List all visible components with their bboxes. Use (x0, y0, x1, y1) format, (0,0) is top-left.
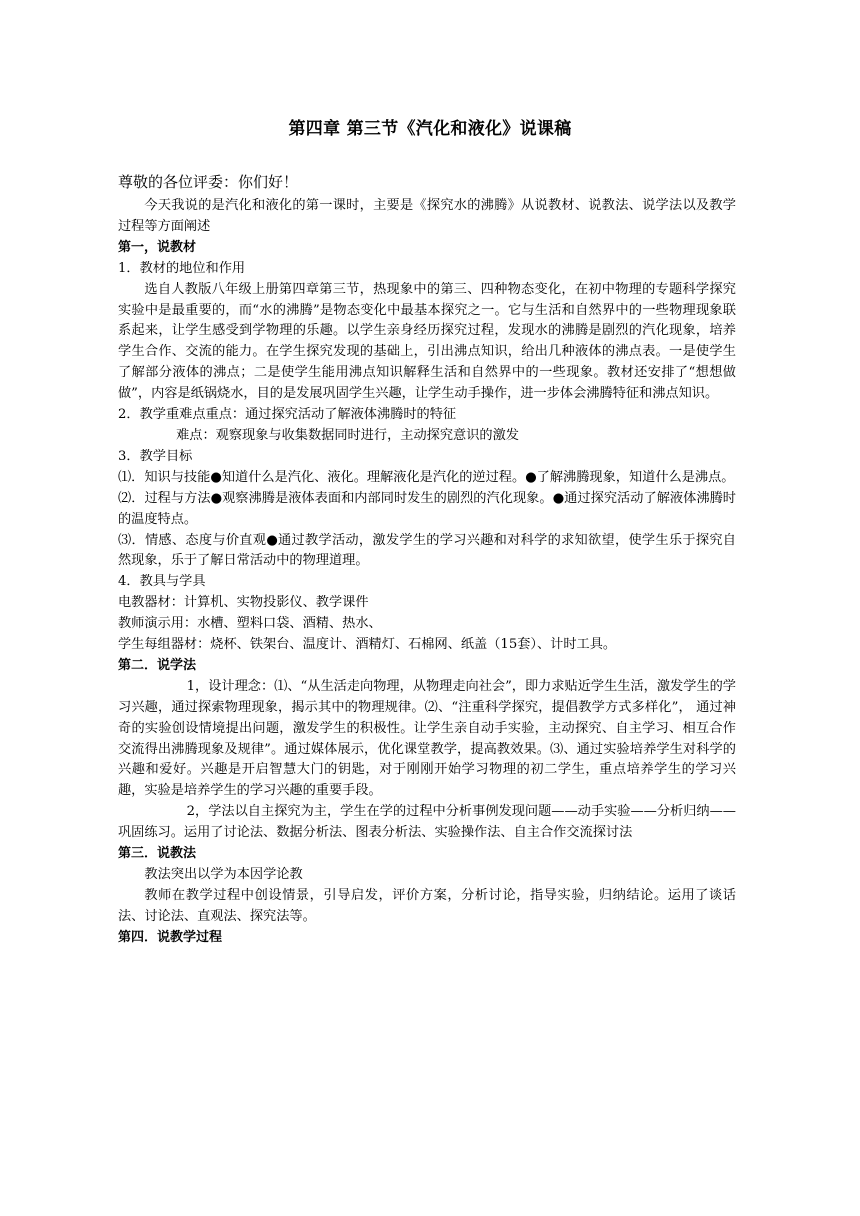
tools-student: 学生每组器材：烧杯、铁架台、温度计、酒精灯、石棉网、纸盖（15套）、计时工具。 (118, 637, 617, 653)
paragraph-position: 选自人教版八年级上册第四章第三节，热现象中的第三、四种物态变化，在初中物理的专题科学探究实验中是最重要的，而“水的沸腾”是物态变化中最基本探究之一。它与生活和自然界中的一些物理现象联系起来，让学生感受到学物理的乐趣。以学生亲身经历探究过程，发现水的沸腾是剧烈的汽化现象，培养学生合作、交流的能力。在学生探究发现的基础上，引出沸点知识，给出几种液体的沸点表。一是使学生了解部分液体的沸点；二是使学生能用沸点知识解释生活和自然界中的一些现象。教材还安排了“想想做做”，内容是纸锅烧水，目的是发展巩固学生兴趣，让学生动手操作，进一步体会沸腾特征和沸点知识。 (118, 281, 736, 402)
goal-knowledge: ⑴．知识与技能●知道什么是汽化、液化。理解液化是汽化的逆过程。●了解沸腾现象，知道什么是沸点。 (118, 469, 735, 485)
page-title: 第四章 第三节《汽化和液化》说课稿 (288, 119, 572, 139)
section-heading-teaching-method: 第三．说教法 (118, 846, 197, 862)
difficulty-line: 难点：观察现象与收集数据同时进行，主动探究意识的激发 (176, 427, 519, 443)
paragraph-teaching-method: 教师在教学过程中创设情景，引导启发，评价方案，分析讨论，指导实验，归纳结论。运用了谈话法、讨论法、直观法、探究法等。 (118, 887, 736, 924)
subsection-title-goals: 3．教学目标 (118, 448, 193, 464)
section-heading-textbook: 第一，说教材 (118, 239, 197, 255)
goal-attitude: ⑶．情感、态度与价直观●通过教学活动，激发学生的学习兴趣和对科学的求知欲望，使学生乐于探究自然现象，乐于了解日常活动中的物理道理。 (118, 532, 736, 569)
subsection-title-tools: 4．教具与学具 (118, 574, 206, 590)
document-body (118, 170, 736, 949)
section-heading-learning-method: 第二．说学法 (118, 657, 197, 673)
paragraph-teaching-principle: 教法突出以学为本因学论教 (144, 867, 303, 882)
tools-electronic: 电教器材：计算机、实物投影仪、教学课件 (118, 595, 369, 611)
tools-teacher: 教师演示用：水槽、塑料口袋、酒精、热水、 (118, 616, 382, 632)
goal-process: ⑵．过程与方法●观察沸腾是液体表面和内部同时发生的剧烈的汽化现象。●通过探究活动了解液体沸腾时的温度特点。 (118, 490, 736, 527)
section-heading-teaching-process: 第四．说教学过程 (118, 929, 223, 945)
greeting: 尊敬的各位评委：你们好！ (118, 173, 299, 191)
subsection-title-position: 1．教材的地位和作用 (118, 260, 246, 276)
intro-paragraph: 今天我说的是汽化和液化的第一课时，主要是《探究水的沸腾》从说教材、说教法、说学法以及教学过程等方面阐述 (118, 198, 736, 234)
paragraph-design-concept: 1，设计理念：⑴、“从生活走向物理，从物理走向社会”，即力求贴近学生生活，激发学生的学习兴趣，通过探索物理现象，揭示其中的物理规律。⑵、“注重科学探究，提倡教学方式多样化”， 通过神奇的实验创设情境提出问题，激发学生的积极性。让学生亲自动手实验，主动探究、自主学习、相互合作交流得出沸腾现象及规律”。通过媒体展示，优化课堂教学，提高教效果。⑶、通过实验培养学生对科学的兴趣和爱好。兴趣是开启智慧大门的钥匙，对于刚刚开始学习物理的初二学生，重点培养学生的学习兴趣，实验是培养学生的学习兴趣的重要手段。 (118, 678, 736, 799)
subsection-title-key-points: 2．教学重难点重点：通过探究活动了解液体沸腾时的特征 (118, 407, 457, 423)
paragraph-learning-method: 2，学法以自主探究为主，学生在学的过程中分析事例发现问题——动手实验——分析归纳——巩固练习。运用了讨论法、数据分析法、图表分析法、实验操作法、自主合作交流探讨法 (118, 804, 736, 841)
